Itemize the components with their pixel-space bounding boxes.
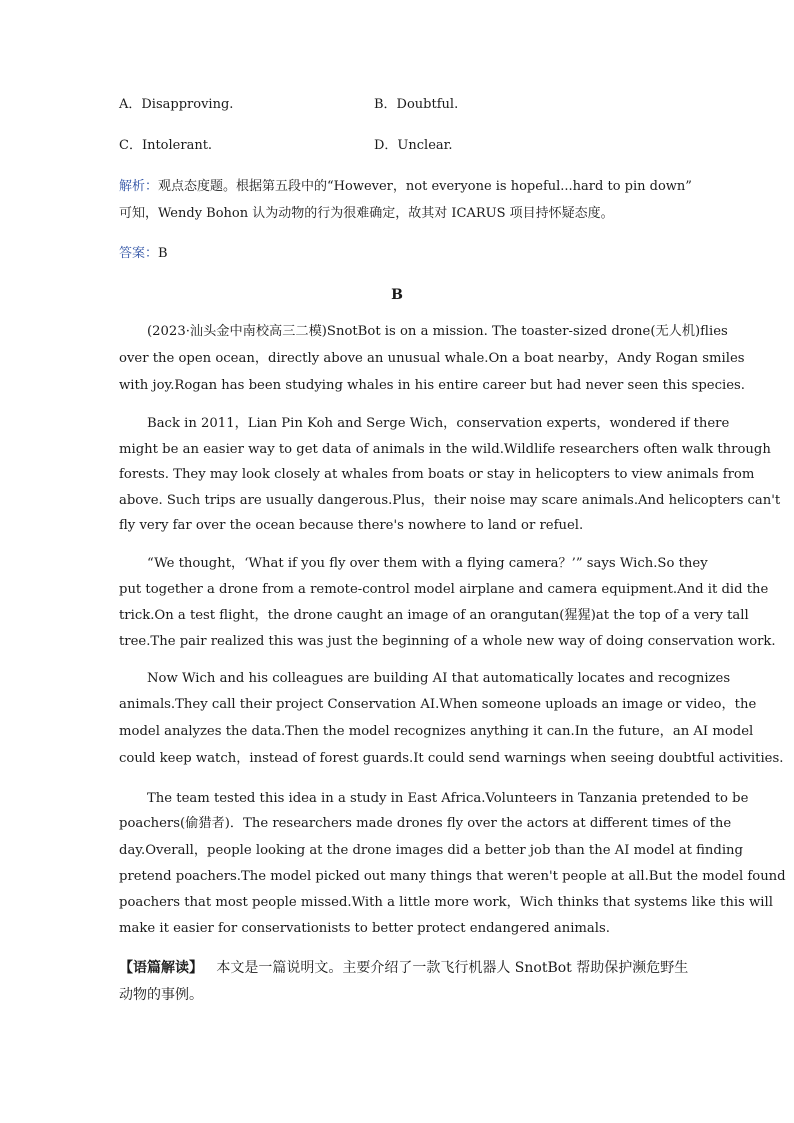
analysis-line-2: 可知，Wendy Bohon 认为动物的行为很难确定，故其对 ICARUS 项目持怀疑态度。: [119, 206, 614, 221]
p4-line-3: model analyzes the data.Then the model recognizes anything it can.In the future，an AI model: [119, 724, 754, 739]
p2-line-4: above. Such trips are usually dangerous.Plus，their noise may scare animals.And helicopters can't: [119, 493, 781, 508]
reading-text-1: 本文是一篇说明文。主要介绍了一款飞行机器人 SnotBot 帮助保护濒危野生: [216, 960, 689, 976]
analysis-line-1: [119, 178, 692, 196]
p3-line-4: tree.The pair realized this was just the beginning of a whole new way of doing conservation work.: [119, 634, 776, 649]
p2-line-2: might be an easier way to get data of animals in the wild.Wildlife researchers often walk through: [119, 442, 771, 457]
option-c: C．Intolerant.: [119, 138, 213, 153]
p5-line-5: poachers that most people missed.With a little more work，Wich thinks that systems like this will: [119, 895, 773, 910]
answer-label: 答案：: [119, 246, 159, 261]
section-title: B: [391, 287, 403, 303]
p4-line-1: Now Wich and his colleagues are building AI that automatically locates and recognizes: [147, 671, 731, 686]
reading-line-1: [119, 959, 688, 977]
p4-line-2: animals.They call their project Conservation AI.When someone uploads an image or video，the: [119, 697, 757, 712]
p5-line-4: pretend poachers.The model picked out many things that weren't people at all.But the model found: [119, 869, 786, 884]
option-d: D．Unclear.: [374, 138, 453, 153]
p4-line-4: could keep watch，instead of forest guards.It could send warnings when seeing doubtful activities.: [119, 751, 784, 766]
p5-line-6: make it easier for conservationists to better protect endangered animals.: [119, 921, 610, 936]
p1-line-3: with joy.Rogan has been studying whales in his entire career but had never seen this species.: [119, 378, 745, 393]
reading-line-2: 动物的事例。: [119, 987, 203, 1003]
analysis-label: 解析：: [119, 179, 159, 194]
p2-line-5: fly very far over the ocean because there's nowhere to land or refuel.: [119, 518, 584, 533]
reading-label: 【语篇解读】: [119, 960, 203, 976]
p2-line-1: Back in 2011，Lian Pin Koh and Serge Wich，conservation experts，wondered if there: [147, 416, 730, 431]
p3-line-2: put together a drone from a remote-control model airplane and camera equipment.And it did the: [119, 582, 769, 597]
p5-line-2: poachers(偷猎者)．The researchers made drones fly over the actors at different times of the: [119, 816, 732, 831]
p3-line-3: trick.On a test flight，the drone caught an image of an orangutan(猩猩)at the top of a very tall: [119, 608, 749, 623]
p2-line-3: forests. They may look closely at whales from boats or stay in helicopters to view animals from: [119, 467, 755, 482]
answer-line: [119, 245, 168, 263]
p3-line-1: “We thought，‘What if you fly over them with a flying camera？’” says Wich.So they: [147, 556, 708, 571]
p5-line-3: day.Overall，people looking at the drone images did a better job than the AI model at finding: [119, 843, 743, 858]
answer-value: B: [158, 246, 168, 261]
analysis-text-1: 观点态度题。根据第五段中的“However，not everyone is hopeful...hard to pin down”: [158, 179, 692, 194]
option-a: A．Disapproving.: [119, 97, 234, 112]
p1-line-2: over the open ocean，directly above an unusual whale.On a boat nearby，Andy Rogan smiles: [119, 351, 745, 366]
option-b: B．Doubtful.: [374, 97, 459, 112]
p5-line-1: The team tested this idea in a study in East Africa.Volunteers in Tanzania pretended to be: [147, 791, 749, 806]
p1-line-1: (2023·汕头金中南校高三二模)SnotBot is on a mission. The toaster-sized drone(无人机)flies: [147, 324, 728, 339]
